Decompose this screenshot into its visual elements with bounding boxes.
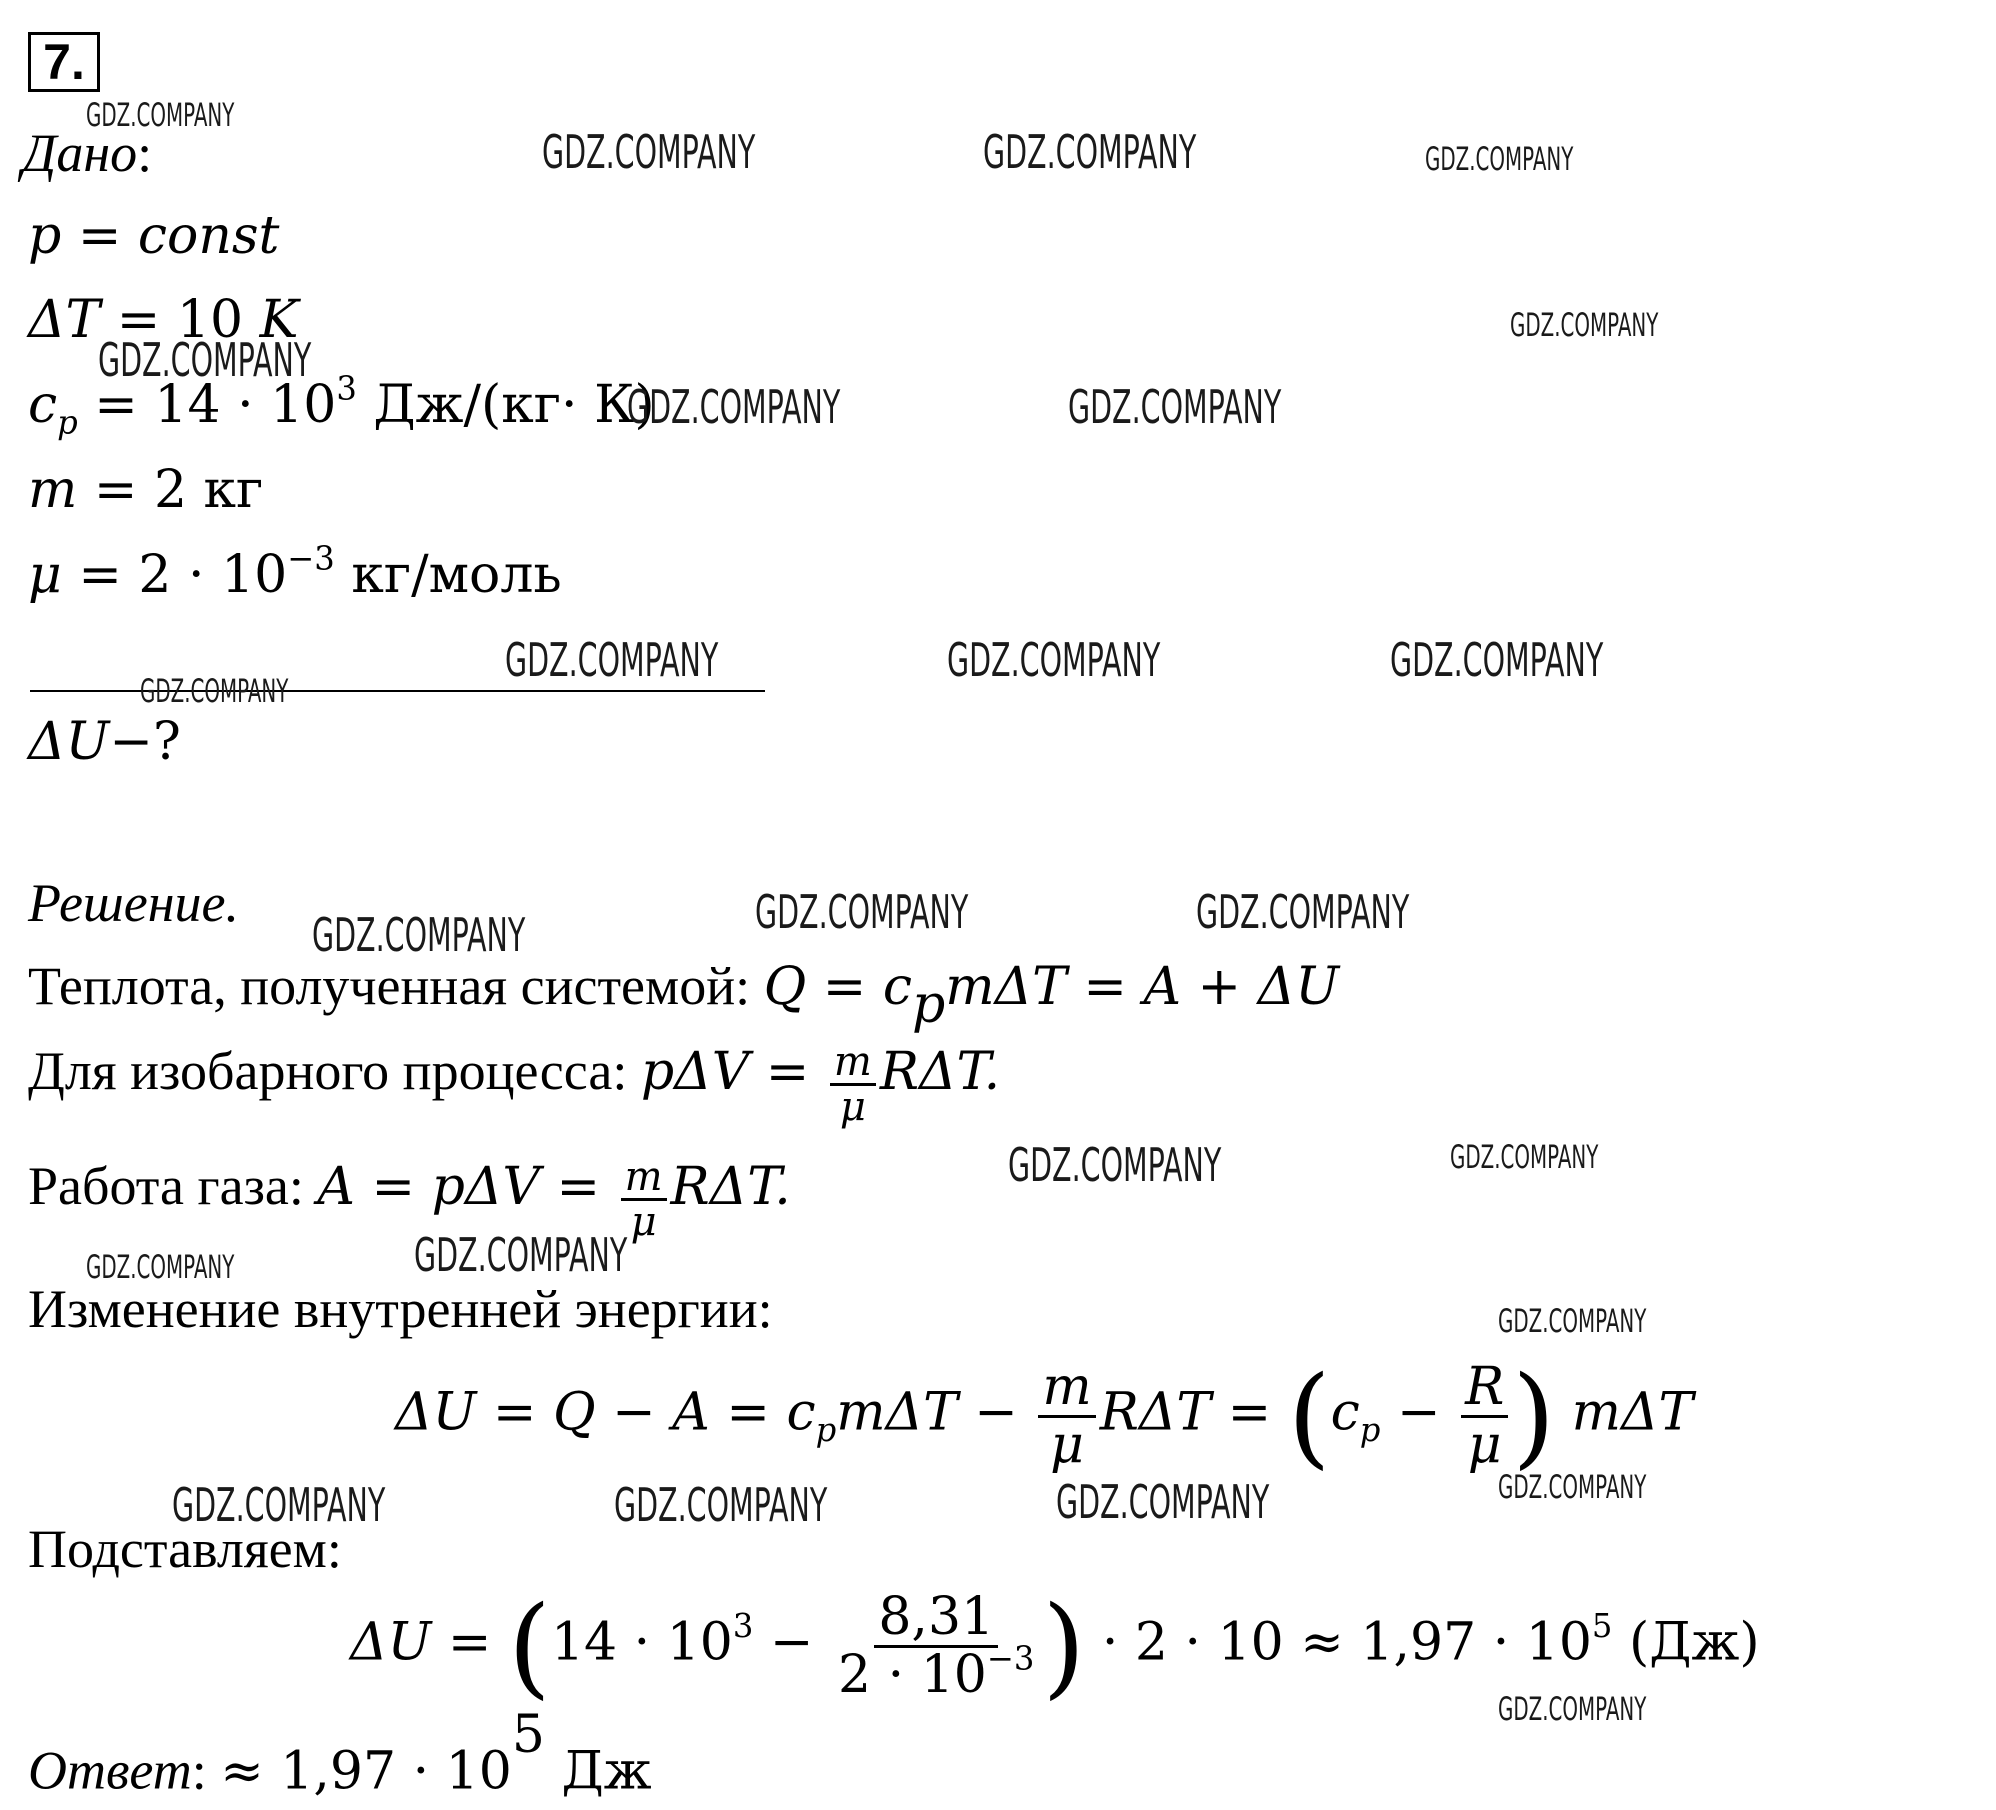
eq1-part-b: mΔT − [836, 1382, 1035, 1443]
given-molar-mass [28, 539, 562, 605]
cp-value: = 14 · 10 [77, 375, 337, 435]
eq2-part-b: 14 · 10 [550, 1612, 733, 1673]
solution-line-isobaric [28, 1040, 1000, 1128]
work-text: Работа газа: [28, 1156, 318, 1216]
eq1-part-d: c [1330, 1382, 1360, 1443]
internal-energy-text: Изменение внутренней энергии: [28, 1279, 773, 1339]
delta-t-value: = 10 [116, 290, 260, 350]
watermark: GDZ.COMPANY [1498, 1690, 1647, 1728]
eq1-sub-2: p [1359, 1410, 1381, 1449]
watermark: GDZ.COMPANY [1425, 140, 1574, 178]
isobaric-fraction-den: μ [839, 1084, 866, 1130]
given-heading: Дано [22, 123, 138, 183]
answer-unit: Дж [544, 1741, 652, 1802]
watermark: GDZ.COMPANY [86, 1248, 235, 1286]
mu-unit: кг/моль [334, 545, 562, 605]
watermark: GDZ.COMPANY [1068, 380, 1282, 434]
answer-value: ≈ 1,97 · 10 [220, 1741, 512, 1802]
eq1-fraction-2-num: R [1461, 1360, 1508, 1418]
watermark: GDZ.COMPANY [1498, 1302, 1647, 1340]
watermark: GDZ.COMPANY [1498, 1468, 1647, 1506]
watermark: GDZ.COMPANY [1510, 306, 1659, 344]
work-formula-b: RΔT. [670, 1157, 791, 1217]
given-heading-colon: : [137, 123, 153, 183]
given-mass [28, 460, 263, 520]
eq2-fraction-den-exp: −3 [986, 1639, 1035, 1678]
heat-formula-a: Q = c [763, 957, 912, 1017]
watermark: GDZ.COMPANY [983, 125, 1197, 179]
eq2-part-d-exp: 5 [1591, 1607, 1613, 1646]
eq1-part-c: RΔT = [1099, 1382, 1288, 1443]
mu-symbol: μ [28, 545, 62, 605]
find-symbol: ΔU [28, 712, 110, 772]
answer-label: Ответ [28, 1740, 192, 1801]
work-fraction-num: m [621, 1156, 667, 1201]
watermark: GDZ.COMPANY [1450, 1138, 1599, 1176]
watermark: GDZ.COMPANY [1390, 633, 1604, 687]
eq1-fraction-2-den: μ [1467, 1414, 1502, 1475]
answer-exponent: 5 [511, 1705, 545, 1765]
mass-value: = 2 кг [77, 460, 264, 520]
eq2-part-d: · 2 · 10 ≈ 1,97 · 10 [1085, 1612, 1592, 1673]
answer-line [28, 1705, 652, 1802]
isobaric-text: Для изобарного процесса: [28, 1041, 641, 1101]
eq2-right-paren: ) [1042, 1582, 1086, 1711]
eq1-part-e: − [1380, 1382, 1458, 1443]
isobaric-formula-b: RΔT. [879, 1042, 1001, 1102]
problem-number: 7. [28, 32, 100, 92]
find-line [28, 712, 181, 772]
watermark: GDZ.COMPANY [1008, 1138, 1222, 1192]
delta-t-symbol: ΔT [28, 290, 101, 350]
watermark: GDZ.COMPANY [614, 1478, 828, 1532]
heat-formula-sub: p [911, 975, 946, 1036]
work-fraction [621, 1156, 667, 1243]
watermark: GDZ.COMPANY [414, 1228, 628, 1282]
eq1-left-paren: ( [1287, 1352, 1331, 1481]
mu-value: = 2 · 10 [61, 545, 288, 605]
cp-symbol: c [28, 375, 58, 435]
eq1-part-a: ΔU = Q − A = c [395, 1382, 816, 1443]
watermark: GDZ.COMPANY [542, 125, 756, 179]
eq1-part-f: mΔT [1555, 1382, 1694, 1443]
work-fraction-den: μ [630, 1199, 657, 1245]
solution-heading: Решение. [28, 873, 239, 933]
eq1-fraction-1-den: μ [1050, 1414, 1084, 1475]
pressure-symbol: p [28, 206, 62, 266]
cp-unit: Дж/(кг· К) [356, 375, 655, 435]
internal-energy-equation [395, 1352, 1694, 1481]
delta-t-unit: K [259, 290, 299, 350]
eq2-fraction-num: 8,31 [874, 1590, 998, 1648]
watermark: GDZ.COMPANY [505, 633, 719, 687]
eq2-part-c: − [753, 1612, 831, 1673]
watermark: GDZ.COMPANY [312, 908, 526, 962]
eq2-fraction-den [834, 1639, 1038, 1705]
mass-symbol: m [28, 460, 78, 520]
eq2-left-paren: ( [508, 1582, 551, 1711]
isobaric-fraction-num: m [830, 1041, 876, 1086]
watermark: GDZ.COMPANY [1056, 1475, 1270, 1529]
isobaric-fraction [830, 1041, 876, 1128]
isobaric-formula-a: pΔV = [640, 1042, 826, 1102]
eq1-fraction-1 [1038, 1357, 1095, 1475]
heat-text: Теплота, полученная системой: [28, 956, 764, 1016]
heat-formula-b: mΔT = A + ΔU [945, 957, 1340, 1017]
watermark: GDZ.COMPANY [98, 333, 312, 387]
mu-exponent: −3 [287, 539, 335, 578]
solution-line-heat [28, 955, 1340, 1036]
eq2-part-b-exp: 3 [732, 1607, 754, 1646]
eq1-sub-1: p [815, 1410, 837, 1449]
watermark: GDZ.COMPANY [627, 380, 841, 434]
substitute-text: Подставляем: [28, 1519, 342, 1579]
given-pressure [28, 206, 279, 266]
watermark: GDZ.COMPANY [140, 672, 289, 710]
eq2-fraction-den-base: 2 · 10 [838, 1644, 987, 1705]
watermark: GDZ.COMPANY [1196, 885, 1410, 939]
eq2-unit: (Дж) [1612, 1612, 1760, 1673]
eq2-part-a: ΔU = [350, 1612, 509, 1673]
eq1-right-paren: ) [1512, 1352, 1556, 1481]
eq1-fraction-2 [1461, 1357, 1508, 1475]
pressure-value: = const [77, 206, 280, 266]
find-question: −? [109, 712, 181, 772]
watermark: GDZ.COMPANY [947, 633, 1161, 687]
eq1-fraction-1-num: m [1038, 1360, 1095, 1418]
watermark: GDZ.COMPANY [172, 1478, 386, 1532]
solution-line-work [28, 1155, 791, 1243]
eq2-fraction [834, 1587, 1038, 1705]
cp-subscript: p [57, 403, 78, 442]
cp-exponent: 3 [336, 369, 357, 408]
watermark: GDZ.COMPANY [86, 96, 235, 134]
answer-colon: : [191, 1740, 221, 1801]
watermark: GDZ.COMPANY [755, 885, 969, 939]
work-formula-a: A = pΔV = [317, 1157, 617, 1217]
